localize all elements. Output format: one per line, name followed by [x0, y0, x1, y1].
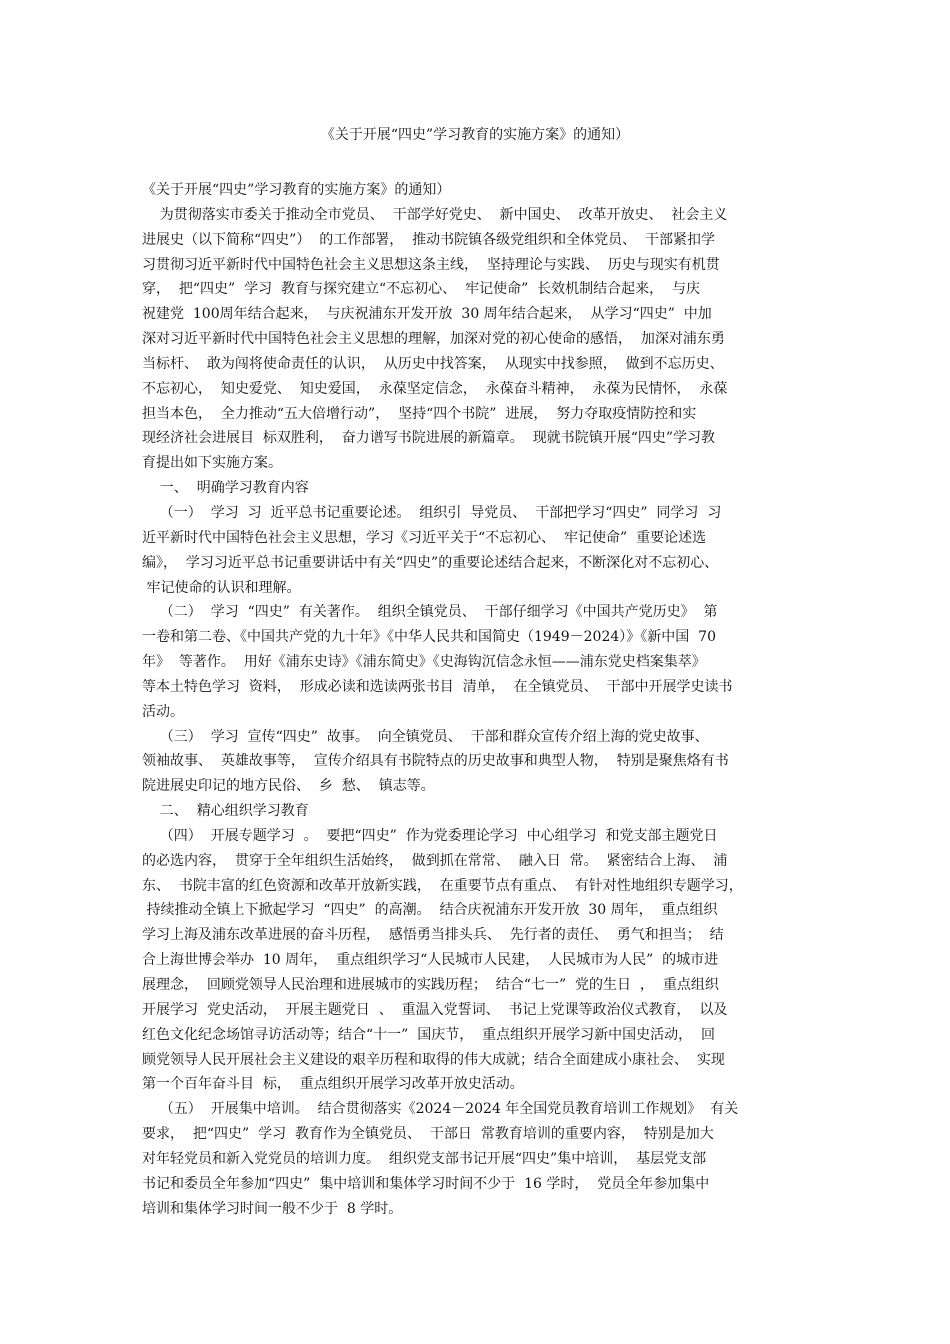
text-line: 要求， 把“四史” 学习 教育作为全镇党员、 干部日 常教育培训的重要内容， 特别是加大	[142, 1126, 714, 1143]
text-line: 培训和集体学习时间一般不少于 8 学时。	[142, 1200, 403, 1217]
text-line: 近平新时代中国特色社会主义思想，学习《习近平关于“不忘初心、 牢记使命” 重要论述选	[142, 529, 707, 546]
text-line: 学习上海及浦东改革进展的奋斗历程， 感悟勇当排头兵、 先行者的责任、 勇气和担当； 结	[142, 927, 724, 944]
text-line: 东、 书院丰富的红色资源和改革开放新实践， 在重要节点有重点、 有针对性地组织专题学习，	[142, 877, 743, 894]
text-line: 担当本色， 全力推动“五大倍增行动”， 坚持“四个书院” 进展， 努力夺取疫情防控和实	[142, 405, 697, 422]
text-line: 合上海世博会举办 10 周年， 重点组织学习“人民城市人民建， 人民城市为人民” 的城市进	[142, 952, 719, 969]
text-line: 编》， 学习习近平总书记重要讲话中有关“四史”的重要论述结合起来，不断深化对不忘初心、	[142, 554, 719, 571]
text-line: （三） 学习 宣传“四史” 故事。 向全镇党员、 干部和群众宣传介绍上海的党史故事、	[142, 728, 709, 745]
text-line: 领袖故事、 英雄故事等， 宣传介绍具有书院特点的历史故事和典型人物， 特别是聚焦烙有书	[142, 753, 729, 770]
text-line: 祝建党 100周年结合起来， 与庆祝浦东开发开放 30 周年结合起来， 从学习“四史” 中加	[142, 306, 712, 323]
text-line: 等本土特色学习 资料， 形成必读和选读两张书目 清单， 在全镇党员、 干部中开展学史读书	[142, 678, 733, 695]
text-line: （四） 开展专题学习 。 要把“四史” 作为党委理论学习 中心组学习 和党支部主题党日	[142, 827, 718, 844]
text-line: 一卷和第二卷、《中国共产党的九十年》《中华人民共和国简史（1949－2024）》《新中国 70	[142, 629, 716, 646]
text-line: 深对习近平新时代中国特色社会主义思想的理解，加深对党的初心使命的感悟， 加深对浦东勇	[142, 331, 725, 348]
text-line: 进展史（以下简称“四史”） 的工作部署， 推动书院镇各级党组织和全体党员、 干部紧扣学	[142, 231, 716, 248]
document-title: 《关于开展“四史”学习教育的实施方案》的通知）	[320, 127, 630, 143]
text-line: （二） 学习 “四史” 有关著作。 组织全镇党员、 干部仔细学习《中国共产党历史》 第	[142, 604, 718, 621]
text-line: 习贯彻习近平新时代中国特色社会主义思想这条主线， 坚持理论与实践、 历史与现实有机贯	[142, 256, 720, 273]
text-line: 开展学习 党史活动， 开展主题党日 、 重温入党誓词、 书记上党课等政治仪式教育， 以及	[142, 1001, 728, 1018]
text-line: 现经济社会进展目 标双胜利， 奋力谱写书院进展的新篇章。 现就书院镇开展“四史”学习教	[142, 430, 716, 447]
text-line: 的必选内容， 贯穿于全年组织生活始终， 做到抓在常常、 融入日 常。 紧密结合上海、 浦	[142, 852, 728, 869]
text-line: 不忘初心， 知史爱党、 知史爱国， 永葆坚定信念， 永葆奋斗精神， 永葆为民情怀， 永葆	[142, 380, 728, 397]
text-line: 顾党领导人民开展社会主义建设的艰辛历程和取得的伟大成就；结合全面建成小康社会、 实现	[142, 1051, 725, 1068]
text-line: 育提出如下实施方案。	[142, 455, 282, 472]
text-line: 第一个百年奋斗目 标， 重点组织开展学习改革开放史活动。	[142, 1076, 524, 1093]
text-line: 一、 明确学习教育内容	[142, 480, 309, 497]
text-line: 活动。	[142, 703, 184, 720]
text-line: 二、 精心组织学习教育	[142, 803, 309, 820]
text-line: 《关于开展“四史”学习教育的实施方案》的通知）	[142, 182, 451, 198]
text-line: 院进展史印记的地方民俗、 乡 愁、 镇志等。	[142, 778, 435, 795]
text-line: 红色文化纪念场馆寻访活动等；结合“十一” 国庆节， 重点组织开展学习新中国史活动， 回	[142, 1026, 716, 1043]
text-line: 为贯彻落实市委关于推动全市党员、 干部学好党史、 新中国史、 改革开放史、 社会主义	[142, 206, 728, 223]
document-body	[142, 178, 810, 1221]
text-line: 展理念， 回顾党领导人民治理和进展城市的实践历程； 结合“七一” 党的生日 ， 重点组织	[142, 977, 719, 993]
text-line: （一） 学习 习 近平总书记重要论述。 组织引 导党员、 干部把学习“四史” 同学习 习	[142, 504, 722, 521]
text-line: （五） 开展集中培训。 结合贯彻落实《2024－2024 年全国党员教育培训工作规划》 有关	[142, 1101, 739, 1118]
text-line: 当标杆、 敢为闯将使命责任的认识， 从历史中找答案， 从现实中找参照， 做到不忘历史、	[142, 355, 724, 372]
text-line: 牢记使命的认识和理解。	[142, 579, 301, 596]
text-line: 书记和委员全年参加“四史” 集中培训和集体学习时间不少于 16 学时， 党员全年参加集中	[142, 1175, 710, 1192]
text-line: 穿， 把“四史” 学习 教育与探究建立“不忘初心、 牢记使命” 长效机制结合起来， 与庆	[142, 281, 701, 298]
text-line: 持续推动全镇上下掀起学习 “四史” 的高潮。 结合庆祝浦东开发开放 30 周年， 重点组织	[142, 902, 718, 919]
text-line: 对年轻党员和新入党党员的培训力度。 组织党支部书记开展“四史”集中培训， 基层党支部	[142, 1150, 707, 1167]
text-line: 年》 等著作。 用好《浦东史诗》《浦东简史》《史海钩沉信念永恒——浦东党史档案集萃》	[142, 654, 706, 671]
